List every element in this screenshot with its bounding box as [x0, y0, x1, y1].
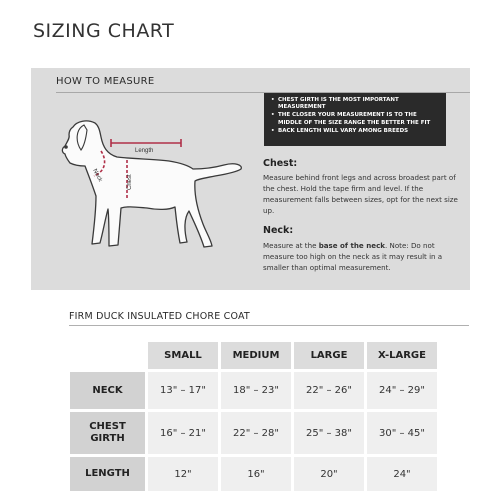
tip-item: • BACK LENGTH WILL VARY AMONG BREEDS	[271, 128, 440, 135]
table-cell: 18" – 23"	[221, 372, 291, 409]
table-row-chest-girth	[70, 412, 437, 454]
dog-silhouette	[62, 121, 241, 247]
table-corner	[70, 342, 145, 369]
table-cell: 16" – 21"	[148, 412, 218, 454]
neck-heading: Neck:	[263, 225, 294, 236]
table-cell: 12"	[148, 457, 218, 491]
size-column-medium: MEDIUM	[221, 342, 291, 369]
neck-instructions-post: . Note: Do not measure too high on the neck as it may result in a smaller than optimal measurement.	[263, 241, 443, 272]
chest-heading: Chest:	[263, 158, 298, 169]
table-cell: 24"	[367, 457, 437, 491]
table-cell: 22" – 28"	[221, 412, 291, 454]
table-row-length	[70, 457, 437, 491]
how-to-measure-panel	[31, 68, 470, 290]
neck-instructions	[263, 240, 458, 273]
neck-instructions-pre: Measure at the	[263, 241, 319, 250]
table-row-neck	[70, 372, 437, 409]
dog-nose	[64, 145, 68, 149]
row-label-neck: NECK	[70, 372, 145, 409]
size-header-row	[70, 342, 437, 369]
size-column-xlarge: X-LARGE	[367, 342, 437, 369]
product-divider	[69, 325, 469, 326]
table-cell: 24" – 29"	[367, 372, 437, 409]
tip-item: • CHEST GIRTH IS THE MOST IMPORTANT MEASUREMENT	[271, 97, 440, 111]
table-cell: 16"	[221, 457, 291, 491]
table-cell: 20"	[294, 457, 364, 491]
page-title: SIZING CHART	[33, 20, 175, 42]
product-title: FIRM DUCK INSULATED CHORE COAT	[69, 311, 250, 322]
neck-instructions-emphasis: base of the neck	[318, 241, 385, 250]
row-label-chest-girth-text: CHEST GIRTH	[89, 421, 126, 444]
size-column-small: SMALL	[148, 342, 218, 369]
measurement-tips-box	[264, 93, 446, 146]
table-cell: 30" – 45"	[367, 412, 437, 454]
length-label: Length	[135, 148, 154, 154]
row-label-chest-girth	[70, 412, 145, 454]
size-table	[67, 339, 440, 494]
row-label-length: LENGTH	[70, 457, 145, 491]
neck-label: Neck	[91, 168, 103, 184]
how-to-measure-title: HOW TO MEASURE	[56, 76, 155, 87]
chest-label: Chest	[127, 174, 133, 190]
table-cell: 13" – 17"	[148, 372, 218, 409]
chest-instructions: Measure behind front legs and across broadest part of the chest. Hold the tape firm and level. If the measurement falls between sizes, opt for the next size up.	[263, 173, 458, 215]
table-cell: 25" – 38"	[294, 412, 364, 454]
size-column-large: LARGE	[294, 342, 364, 369]
tip-item: • THE CLOSER YOUR MEASUREMENT IS TO THE MIDDLE OF THE SIZE RANGE THE BETTER THE FIT	[271, 112, 440, 126]
table-cell: 22" – 26"	[294, 372, 364, 409]
dog-measurement-diagram	[43, 108, 248, 286]
